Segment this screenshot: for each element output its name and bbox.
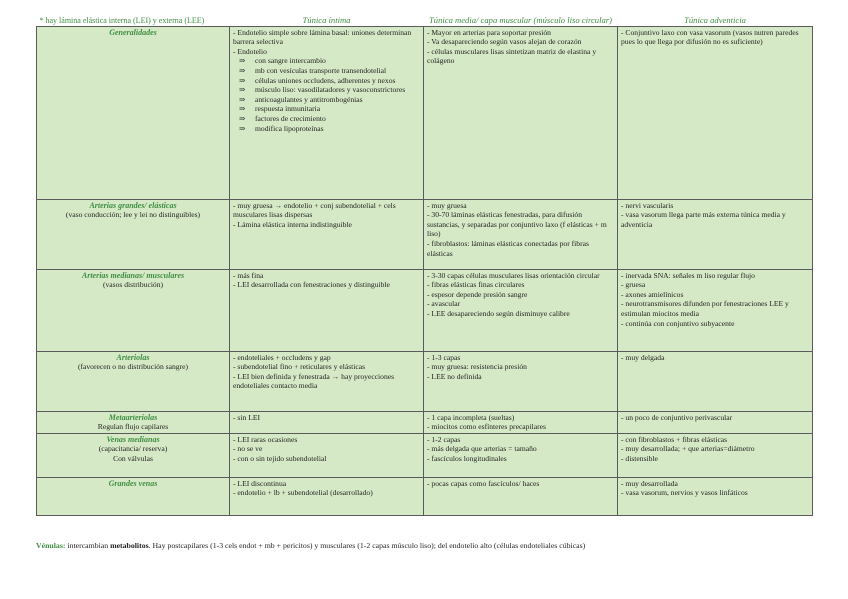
intima-line: - Lámina elástica interna indistinguible [233, 219, 352, 229]
media-line: - más delgada que arterias = tamaño [427, 444, 537, 454]
table-row [37, 433, 813, 477]
intima-sub-text: factores de crecimiento [255, 113, 326, 123]
media-line: - células musculares lisas sintetizan matriz de elastina y colágeno [427, 46, 597, 66]
row-label-cell [37, 411, 230, 433]
intima-cell [230, 411, 424, 433]
adventicia-line: - gruesa [621, 280, 646, 290]
adventicia-line: - axones amielínicos [621, 289, 684, 299]
venulas-note [36, 541, 585, 550]
intima-cell [230, 477, 424, 515]
media-line: - miocitos como esfínteres precapilares [427, 422, 546, 432]
row-label-cell [37, 351, 230, 411]
row-label-cell [37, 477, 230, 515]
media-line: - Va desapareciendo según vasos alejan de corazón [427, 37, 582, 47]
intima-cell [230, 26, 424, 199]
intima-line: - LEI discontinua [233, 478, 287, 488]
media-line: - Mayor en arterias para soportar presión [427, 27, 551, 37]
adventicia-line: - vasa vasorum llega parte más externa túnica media y adventicia [621, 210, 786, 229]
media-line: - espesor depende presión sangre [427, 289, 528, 299]
media-line: - fascículos longitudinales [427, 453, 507, 463]
venulas-text-1: intercambian [65, 541, 111, 550]
media-cell [424, 26, 618, 199]
header-note: * hay lámina elástica interna (LEI) y externa (LEE) [37, 14, 230, 26]
adventicia-line: - con fibroblastos + fibras elásticas [621, 434, 728, 444]
intima-sub-item [233, 66, 420, 76]
arrow-icon: ⇒ [239, 65, 246, 75]
intima-line: - no se ve [233, 444, 263, 454]
venulas-text-2: . Hay postcapilares (1-3 cels endot + mb + pericitos) y musculares (1-2 capas músculo liso); del endotelio alto (células endoteliales cúbicas) [148, 541, 586, 550]
intima-sub-text: respuesta inmunitaria [255, 104, 321, 114]
table-row [37, 411, 813, 433]
table-row [37, 477, 813, 515]
row-subtitle: (vaso conducción; lee y lei no distinguibles) [65, 210, 201, 220]
intima-sub-text: células uniones occludens, adherentes y nexos [255, 75, 396, 85]
intima-line: - con o sin tejido subendotelial [233, 453, 327, 463]
row-name: Arteriolas [116, 352, 150, 362]
adventicia-line: - nervi vascularis [621, 200, 674, 210]
adventicia-line: - vasa vasorum, nervios y vasos linfáticos [621, 488, 748, 498]
arrow-icon: ⇒ [239, 85, 246, 95]
intima-sub-item [233, 76, 420, 86]
table-body [37, 26, 813, 515]
arrow-icon: ⇒ [239, 123, 246, 133]
media-cell [424, 199, 618, 269]
venulas-bold: metabolitos [110, 541, 149, 550]
header-media: Túnica media/ capa muscular (músculo liso circular) [424, 14, 618, 26]
intima-cell [230, 433, 424, 477]
header-adventicia: Túnica adventicia [618, 14, 813, 26]
row-name: Grandes venas [108, 478, 158, 488]
table-row [37, 26, 813, 199]
media-line: - avascular [427, 299, 461, 309]
intima-line: - LEI bien definida y fenestrada → hay proyecciones endoteliales contacto media [233, 371, 395, 391]
intima-sub-text: modifica lipoproteínas [255, 123, 324, 133]
adventicia-cell [618, 351, 813, 411]
row-name: Metaarteriolas [108, 412, 158, 422]
media-line: - 1-3 capas [427, 352, 461, 362]
adventicia-cell [618, 269, 813, 351]
arrow-icon: ⇒ [239, 75, 246, 85]
adventicia-line: - continúa con conjuntivo subyacente [621, 318, 735, 328]
intima-sub-item [233, 85, 420, 95]
intima-sub-text: anticoagulantes y antitrombogénias [255, 94, 363, 104]
row-subtitle: (capacitancia/ reserva) [98, 444, 168, 454]
row-name: Arterias grandes/ elásticas [89, 200, 177, 210]
media-cell [424, 433, 618, 477]
adventicia-line: - muy delgada [621, 352, 665, 362]
adventicia-line: - un poco de conjuntivo perivascular [621, 412, 733, 422]
media-cell [424, 477, 618, 515]
intima-line: - más fina [233, 270, 264, 280]
intima-line: - muy gruesa → endotelio + conj subendotelial + cels musculares lisas dispersas [233, 200, 396, 220]
intima-line: - sin LEI [233, 412, 260, 422]
media-line: - muy gruesa [427, 200, 467, 210]
intima-sub-item [233, 124, 420, 134]
intima-cell [230, 199, 424, 269]
media-line: - fibroblastos: láminas elásticas conectadas por fibras elásticas [427, 238, 589, 258]
row-name: Arterias medianas/ musculares [81, 270, 185, 280]
intima-line: - endoteliales + occludens y gap [233, 352, 331, 362]
adventicia-line: - muy desarrollada [621, 478, 678, 488]
adventicia-line: - muy desarrollada; + que arterias=diámetro [621, 444, 755, 454]
vessel-comparison-table [36, 14, 813, 516]
adventicia-cell [618, 411, 813, 433]
arrow-icon: ⇒ [239, 94, 246, 104]
adventicia-cell [618, 477, 813, 515]
intima-sub-item [233, 95, 420, 105]
header-intima: Túnica íntima [230, 14, 424, 26]
media-line: - LEE no definida [427, 371, 482, 381]
row-label-cell [37, 269, 230, 351]
media-line: - fibras elásticas finas circulares [427, 280, 525, 290]
arrow-icon: ⇒ [239, 113, 246, 123]
intima-line: - Endotelio simple sobre lámina basal: uniones determinan barrera selectiva [233, 27, 412, 47]
row-subtitle: (vasos distribución) [102, 280, 164, 290]
row-label-cell [37, 433, 230, 477]
media-line: - 30-70 láminas elásticas fenestradas, para difusión sustancias, y separadas por conjuntivo laxo (f elásticas + m liso) [427, 210, 607, 239]
intima-cell [230, 351, 424, 411]
intima-sub-text: músculo liso: vasodilatadores y vasoconstrictores [255, 85, 406, 95]
media-cell [424, 269, 618, 351]
media-line: - muy gruesa: resistencia presión [427, 362, 527, 372]
intima-sub-item [233, 104, 420, 114]
intima-sub-text: con sangre intercambio [255, 56, 326, 66]
intima-line: - endotelio + lb + subendotelial (desarrollado) [233, 488, 373, 498]
intima-line: - subendotelial fino + reticulares y elásticas [233, 362, 366, 372]
adventicia-cell [618, 26, 813, 199]
media-cell [424, 351, 618, 411]
row-subtitle-2: Con válvulas [113, 453, 153, 463]
row-subtitle: Regulan flujo capilares [97, 422, 169, 432]
arrow-icon: ⇒ [239, 56, 246, 66]
intima-sub-item [233, 56, 420, 66]
header-row [37, 14, 813, 26]
row-label-cell [37, 199, 230, 269]
intima-line: - Endotelio [233, 46, 267, 56]
table-row [37, 199, 813, 269]
row-name: Venas medianas [106, 434, 160, 444]
intima-sub-text: mb con vesículas transporte transendotelial [255, 65, 387, 75]
row-label-cell [37, 26, 230, 199]
table-row [37, 351, 813, 411]
media-line: - 1-2 capas [427, 434, 461, 444]
adventicia-line: - neurotransmisores difunden por fenestraciones LEE y estimulan miocitos media [621, 299, 789, 318]
media-cell [424, 411, 618, 433]
media-line: - LEE desapareciendo según disminuye calibre [427, 308, 570, 318]
media-line: - pocas capas como fascículos/ haces [427, 478, 540, 488]
row-subtitle: (favorecen o no distribución sangre) [77, 362, 189, 372]
media-line: - 1 capa incompleta (sueltas) [427, 412, 515, 422]
table-row [37, 269, 813, 351]
adventicia-line: - inervada SNA: señales m liso regular flujo [621, 270, 755, 280]
venulas-label: Vénulas: [36, 541, 66, 550]
intima-line: - LEI desarrollada con fenestraciones y distinguible [233, 280, 390, 290]
media-line: - 3-30 capas células musculares lisas orientación circular [427, 270, 600, 280]
adventicia-line: - distensible [621, 453, 658, 463]
intima-line: - LEI raras ocasiones [233, 434, 298, 444]
adventicia-cell [618, 199, 813, 269]
intima-sub-item [233, 114, 420, 124]
adventicia-line: - Conjuntivo laxo con vasa vasorum (vasos nutren paredes pues lo que llega por difusión no es suficiente) [621, 27, 799, 47]
arrow-icon: ⇒ [239, 104, 246, 114]
row-name: Generalidades [109, 27, 157, 37]
intima-cell [230, 269, 424, 351]
adventicia-cell [618, 433, 813, 477]
